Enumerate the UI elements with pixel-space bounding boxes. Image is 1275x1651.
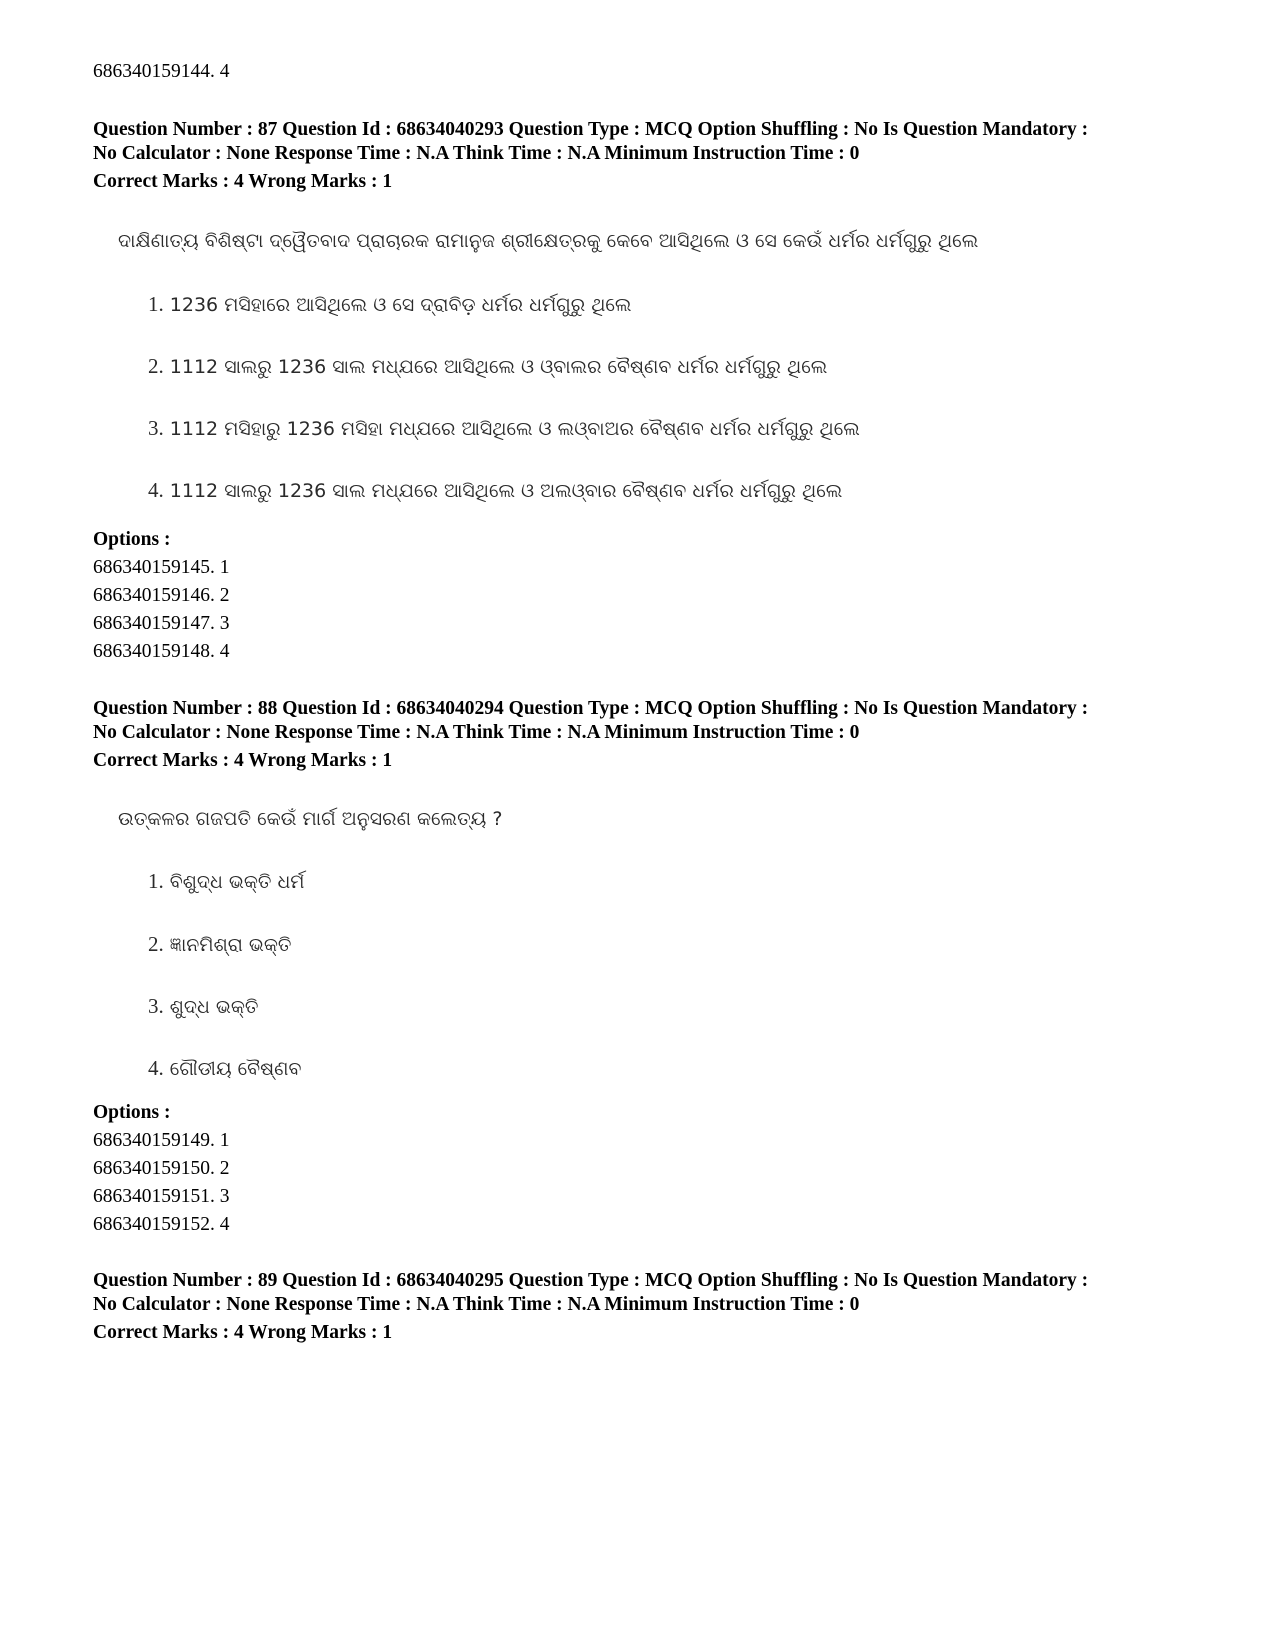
question-meta-line: No Calculator : None Response Time : N.A Think Time : N.A Minimum Instruction Time : 0 (93, 722, 860, 743)
options-heading: Options : (93, 1102, 171, 1123)
answer-choice (148, 931, 291, 958)
answer-choice (148, 477, 842, 504)
answer-choice-number: 2. (148, 932, 164, 956)
answer-choice (148, 291, 631, 318)
option-id-line: 686340159150. 2 (93, 1158, 230, 1179)
question-text: ଦାକ୍ଷିଣାତ୍ୟ ବିଶିଷ୍ଟା ଦ୍ୱୈତବାଦ ପ୍ରାଚାରକ ରାମାନୁଜ ଶ୍ରୀକ୍ଷେତ୍ରକୁ କେବେ ଆସିଥିଲେ ଓ ସେ କେଉଁ ଧର୍ମର ଧର୍ମଗୁରୁ ଥିଲେ (118, 230, 979, 252)
answer-choice (148, 415, 860, 442)
answer-choice-number: 2. (148, 354, 164, 378)
answer-choice (148, 993, 258, 1020)
answer-choice-number: 1. (148, 869, 164, 893)
question-meta-line: Question Number : 89 Question Id : 68634040295 Question Type : MCQ Option Shuffling : No Is Question Mandatory : (93, 1270, 1089, 1291)
answer-choice-text: 1112 ସାଲରୁ 1236 ସାଲ ମଧ୍ଯରେ ଆସିଥିଲେ ଓ ଅଲଓ୍ବାର ବୈଷ୍ଣବ ଧର୍ମର ଧର୍ମଗୁରୁ ଥିଲେ (169, 480, 843, 502)
option-id-line: 686340159148. 4 (93, 641, 230, 662)
options-heading: Options : (93, 529, 171, 550)
answer-choice (148, 868, 305, 895)
question-marks: Correct Marks : 4 Wrong Marks : 1 (93, 750, 393, 771)
answer-choice-number: 4. (148, 1056, 164, 1080)
option-id-line: 686340159152. 4 (93, 1214, 230, 1235)
question-meta-line: Question Number : 87 Question Id : 68634040293 Question Type : MCQ Option Shuffling : No Is Question Mandatory : (93, 119, 1089, 140)
answer-choice-number: 4. (148, 478, 164, 502)
question-meta-line: No Calculator : None Response Time : N.A Think Time : N.A Minimum Instruction Time : 0 (93, 1294, 860, 1315)
answer-choice-number: 1. (148, 292, 164, 316)
question-meta-line: Question Number : 88 Question Id : 68634040294 Question Type : MCQ Option Shuffling : No Is Question Mandatory : (93, 698, 1089, 719)
answer-choice-text: ଜ୍ଞାନମିଶ୍ରା ଭକ୍ତି (169, 934, 292, 956)
option-id-line: 686340159149. 1 (93, 1130, 230, 1151)
answer-choice-text: ବିଶୁଦ୍ଧ ଭକ୍ତି ଧର୍ମ (169, 871, 305, 893)
option-id-line: 686340159145. 1 (93, 557, 230, 578)
answer-choice-text: 1236 ମସିହାରେ ଆସିଥିଲେ ଓ ସେ ଦ୍ରାବିଡ଼ ଧର୍ମର ଧର୍ମଗୁରୁ ଥିଲେ (169, 294, 632, 316)
answer-choice-text: 1112 ସାଲରୁ 1236 ସାଲ ମଧ୍ଯରେ ଆସିଥିଲେ ଓ ଓ୍ବାଲର ବୈଷ୍ଣବ ଧର୍ମର ଧର୍ମଗୁରୁ ଥିଲେ (169, 356, 828, 378)
answer-choice-number: 3. (148, 416, 164, 440)
answer-choice (148, 1055, 301, 1082)
option-id-line: 686340159151. 3 (93, 1186, 230, 1207)
option-id-line: 686340159144. 4 (93, 61, 230, 82)
question-marks: Correct Marks : 4 Wrong Marks : 1 (93, 171, 393, 192)
answer-choice-text: ଗୌଡୀୟ ବୈଷ୍ଣବ (169, 1058, 302, 1080)
answer-choice (148, 353, 827, 380)
answer-choice-text: ଶୁଦ୍ଧ ଭକ୍ତି (169, 996, 259, 1018)
question-meta-line: No Calculator : None Response Time : N.A Think Time : N.A Minimum Instruction Time : 0 (93, 143, 860, 164)
option-id-line: 686340159146. 2 (93, 585, 230, 606)
option-id-line: 686340159147. 3 (93, 613, 230, 634)
question-text: ଉତ୍କଳର ଗଜପତି କେଉଁ ମାର୍ଗ ଅନୁସରଣ କଲେତ୍ୟ ? (118, 808, 503, 830)
answer-choice-number: 3. (148, 994, 164, 1018)
answer-choice-text: 1112 ମସିହାରୁ 1236 ମସିହା ମଧ୍ଯରେ ଆସିଥିଲେ ଓ ଲଓ୍ବାଅର ବୈଷ୍ଣବ ଧର୍ମର ଧର୍ମଗୁରୁ ଥିଲେ (169, 418, 860, 440)
question-marks: Correct Marks : 4 Wrong Marks : 1 (93, 1322, 393, 1343)
